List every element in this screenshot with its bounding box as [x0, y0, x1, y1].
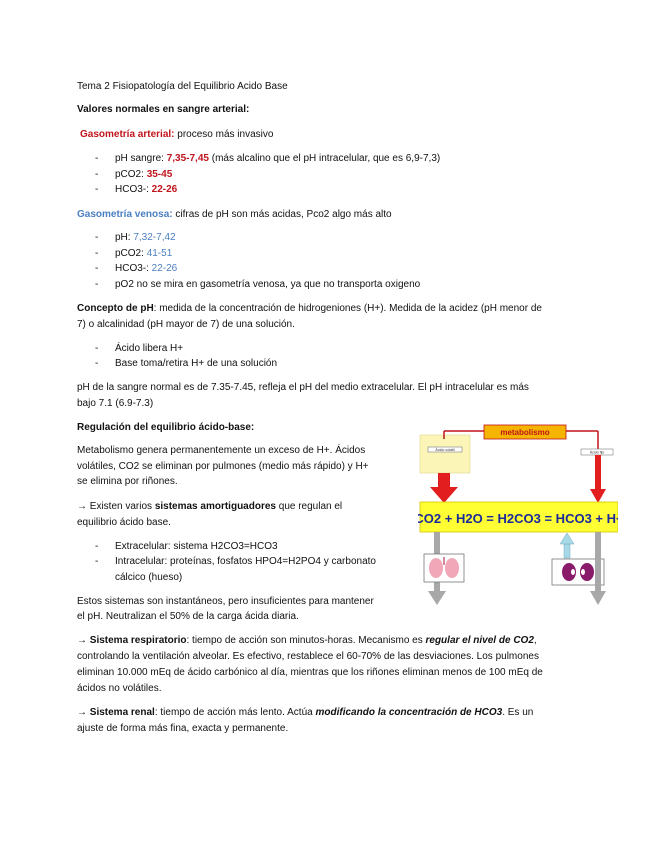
concepto-text: : medida de la concentración de hidrogeniones (H+). Medida de la acidez (pH menor de: [153, 303, 542, 314]
venosa-label: Gasometría venosa:: [77, 209, 173, 220]
item-prefix: pH:: [115, 232, 134, 243]
venosa-desc: cifras de pH son más acidas, Pco2 algo más alto: [172, 209, 392, 220]
amortiguador-item: Intracelular: proteínas, fosfatos HPO4=H2PO4 y carbonato: [115, 556, 376, 567]
arrow-text: →: [77, 635, 90, 646]
red-arrow-right-head: [590, 489, 606, 503]
amortiguador-item: Extracelular: sistema H2CO3=HCO3: [115, 541, 278, 552]
bold-term: sistemas amortiguadores: [154, 501, 276, 512]
respiratorio-line4: ácidos no volátiles.: [77, 683, 162, 694]
item-prefix: pH sangre:: [115, 153, 167, 164]
respiratorio-line1: [77, 634, 537, 647]
arterial-desc: proceso más invasivo: [174, 129, 274, 140]
red-arrow-left-head: [430, 487, 458, 503]
valores-heading: Valores normales en sangre arterial:: [77, 104, 250, 115]
acid-base-diagram: [418, 423, 618, 608]
concepto-label: Concepto de pH: [77, 303, 154, 314]
regulacion-p1: volátiles, CO2 se eliminan por pulmones (medio más rápido) y H+: [77, 461, 369, 472]
item-value: 7,32-7,42: [133, 232, 176, 243]
item-prefix: pO2 no se mira en gasometría venosa, ya que no transporta oxigeno: [115, 279, 421, 290]
bullet-dash: -: [95, 556, 99, 567]
bullet-dash: -: [95, 232, 99, 243]
red-arrow-right-shaft: [595, 455, 601, 489]
respiratorio-emph: regular el nivel de CO2: [425, 635, 534, 646]
bullet-dash: -: [95, 248, 99, 259]
item-prefix: pCO2:: [115, 248, 147, 259]
rest-text: que regulan el: [275, 501, 343, 512]
arterial-item-hco3: [115, 183, 177, 196]
grey-arrow-right-head: [590, 591, 606, 605]
respiratorio-label: Sistema respiratorio: [89, 635, 187, 646]
bullet-dash: -: [95, 184, 99, 195]
item-value: 22-26: [151, 263, 178, 274]
venosa-item-pco2: [115, 247, 172, 260]
regulacion-p1: se elimina por riñones.: [77, 476, 178, 487]
respiratorio-line2: controlando la ventilación alveolar. Es efectivo, restablece el 60-70% de las desviaciones. Los pulmones: [77, 651, 539, 662]
renal-label: Sistema renal: [89, 707, 155, 718]
metabolismo-label: metabolismo: [500, 428, 550, 437]
venosa-item-po2: [115, 278, 420, 291]
concepto-line2: 7) o alcalinidad (pH mayor de 7) de una solución.: [77, 319, 295, 330]
ph-sangre-line2: bajo 7.1 (6.9-7.3): [77, 398, 154, 409]
diagram-svg: [418, 423, 618, 608]
regulacion-p3: el pH. Neutralizan el 50% de la carga ácida diaria.: [77, 611, 299, 622]
venosa-item-hco3: [115, 262, 177, 275]
regulacion-p1: Metabolismo genera permanentemente un exceso de H+. Ácidos: [77, 445, 366, 456]
bullet-dash: -: [95, 279, 99, 290]
arterial-intro: [80, 128, 273, 141]
renal-line2: ajuste de forma más fina, exacta y permanente.: [77, 723, 289, 734]
concepto-item: Base toma/retira H+ de una solución: [115, 358, 278, 369]
bullet-dash: -: [95, 169, 99, 180]
arterial-item-pco2: [115, 168, 172, 181]
ph-sangre-line1: pH de la sangre normal es de 7.35-7.45, refleja el pH del medio extracelular. El pH intracelular es más: [77, 382, 529, 393]
venosa-item-ph: [115, 231, 176, 244]
item-suffix: (más alcalino que el pH intracelular, que es 6,9-7,3): [208, 153, 441, 164]
regulacion-p2: equilibrio ácido base.: [77, 517, 171, 528]
doc-title: Tema 2 Fisiopatología del Equilibrio Acido Base: [77, 81, 288, 92]
respiratorio-line3: eliminan 10.000 mEq de ácido carbónico al día, mientras que los riñones eliminan menos de 100 mEq de: [77, 667, 543, 678]
bullet-dash: -: [95, 358, 99, 369]
regulacion-p2: [77, 500, 342, 513]
arrow-text: →: [77, 707, 90, 718]
small-right-label: Ácido fijo: [589, 450, 605, 455]
bullet-dash: -: [95, 541, 99, 552]
item-value: 22-26: [151, 184, 178, 195]
venosa-intro: [77, 208, 392, 221]
bullet-dash: -: [95, 343, 99, 354]
item-prefix: pCO2:: [115, 169, 147, 180]
blue-arrow-head: [560, 533, 574, 544]
regulacion-p3: Estos sistemas son instantáneos, pero insuficientes para mantener: [77, 596, 374, 607]
red-arrow-left-shaft: [438, 473, 450, 487]
left-yellow-box: [420, 435, 470, 473]
item-value: 41-51: [146, 248, 173, 259]
grey-arrow-left-head: [428, 591, 446, 605]
renal-end: . Es un: [502, 707, 534, 718]
equation-text: CO2 + H2O = H2CO3 = HCO3 + H+: [418, 511, 618, 526]
arterial-item-ph: [115, 152, 440, 165]
amortiguador-item: cálcico (hueso): [115, 572, 183, 583]
blue-arrow-shaft: [564, 544, 570, 558]
renal-line1: [77, 706, 533, 719]
item-prefix: HCO3-:: [115, 184, 152, 195]
bullet-dash: -: [95, 263, 99, 274]
renal-emph: modificando la concentración de HCO3: [315, 707, 503, 718]
item-value: 35-45: [146, 169, 173, 180]
item-prefix: HCO3-:: [115, 263, 152, 274]
concepto-line1: [77, 302, 542, 315]
concepto-item: Ácido libera H+: [115, 343, 184, 354]
arrow-text: → Existen varios: [77, 501, 155, 512]
regulacion-heading: Regulación del equilibrio ácido-base:: [77, 422, 255, 433]
respiratorio-text: : tiempo de acción son minutos-horas. Mecanismo es: [186, 635, 426, 646]
renal-text: : tiempo de acción más lento. Actúa: [154, 707, 316, 718]
grey-arrow-right-shaft: [595, 532, 601, 594]
respiratorio-end: ,: [533, 635, 537, 646]
item-value: 7,35-7,45: [166, 153, 209, 164]
arterial-label: Gasometría arterial:: [80, 129, 175, 140]
small-left-label: Ácido volátil: [435, 448, 455, 452]
bullet-dash: -: [95, 153, 99, 164]
